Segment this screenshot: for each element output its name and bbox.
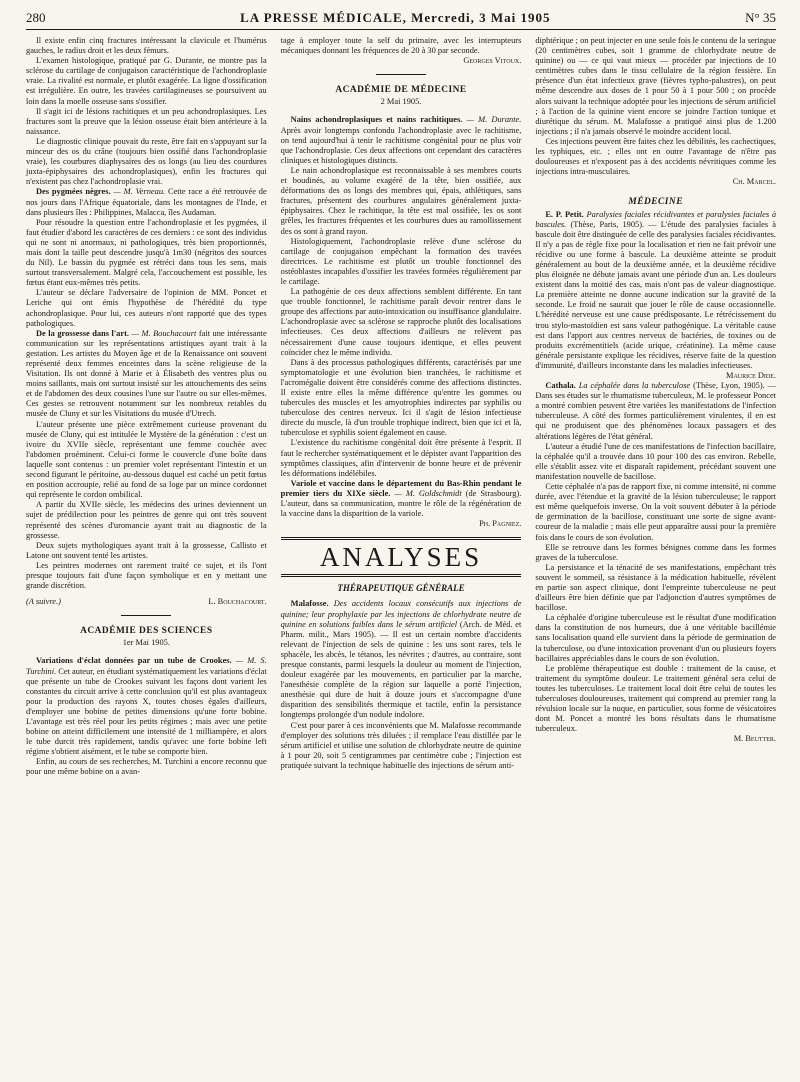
columns <box>26 36 776 778</box>
article-entry <box>26 329 267 420</box>
article-text: (Thèse, Lyon, 1905). — Dans ses études sur le rhumatisme tuberculeux, M. le professeur Poncet a montré combien peuvent être variées les manifestations de l'infection tuberculeuse. A côté des formes particulièrement virulentes, il en est qui ne produisent que des phénomènes locaux passagers et des altérations légères de l'état général. <box>535 381 777 441</box>
paragraph: Le diagnostic clinique pouvait du reste, être fait en s'appuyant sur la minceur des os du crâne (toujours bien ossifié dans l'achondroplasie vraie), les courbures diaphysaires des os longs (au lieu des courdures juxta-épiphysaires des achondroplasiques), enfin les fractures qui n'existent pas chez l'achondroplasie vrai. <box>26 136 267 187</box>
paragraph: Ces injections peuvent être faites chez les débilités, les cachectiques, les typhiques, etc. ; elles ont en outre l'avantage de n'être pas douloureuses et n'exposent pas à des accidents névritiques comme les injections intra-musculaires. <box>535 136 777 177</box>
paragraph: La persistance et la ténacité de ses manifestations, empêchant très souvent le sommeil, sa résistance à la médication habituelle, révèlent en partie son aspect clinique, dont l'empreinte tuberculeuse ne peut d'ailleurs être bien définie que par l'adjonction d'autres symptômes de bacillose. <box>535 562 777 613</box>
article-author: — M. Durante. <box>466 115 522 125</box>
article-author: — M. Verneau. <box>113 187 166 197</box>
article-text: fait une intéressante communication sur les représentations artistiques ayant trait à la gestation. Les artistes du Moyen âge et de la Renaissance ont souvent représenté deux femmes enceintes dans la scène religieuse de la Visitation. Ils ont donné à Marie et à Élisabeth des ventres plus ou moins saillants, mais ont surtout insisté sur les attouchements des seins et de l'abdomen des deux cousines l'une sur l'autre ou sur elles-mêmes. Ces gestes se retrouvent notamment sur les nombreux retables du musée de Cluny et sur les Visitations du musée d'Utrech. <box>26 328 267 419</box>
paragraph: Les peintres modernes ont rarement traité ce sujet, et ils l'ont presque toujours fait d'une façon symbolique et en y mettant une grande discrétion. <box>26 560 267 591</box>
paragraph: A partir du XVIIe siècle, les médecins des urines deviennent un sujet de prédilection pour les peintres de genre qui ont très souvent représenté des scènes d'uromancie ayant trait au diagnostic de la grossesse. <box>26 500 267 540</box>
divider <box>121 615 171 616</box>
subsection-heading: THÉRAPEUTIQUE GÉNÉRALE <box>337 583 465 594</box>
paragraph: Elle se retrouve dans les formes bénignes comme dans les formes graves de la tuberculose. <box>535 542 777 562</box>
article-lead: Des pygmées nègres. <box>36 187 111 197</box>
article-text: (Arch. de Méd. et Pharm. milit., Mars 1905). — Il est un certain nombre d'accidents relevant de l'injection de sels de quinine : les uns sont rares, tels le sphacèle, les abcès, le tétanos, les névrites ; d'autres, au contraire, sont presque constants, parmi lesquels la douleur au moment de l'injection, douleur exagérée par les mouvements, en particulier par la marche, l'anesthésie complète de la région sur laquelle a porté l'injection, anesthésie qui dure de huit à douze jours et s'accompagne d'une disparition des sensibilités thermique et tactile, enfin la persistance longtemps prolongée d'un nodule indolore. <box>280 619 522 720</box>
paragraph: L'examen histologique, pratiqué par G. Durante, ne montre pas la sclérose du cartilage de conjugaison caractéristique de l'achondroplasie vraie. La rivalité est normale, et plutôt exagérée. La ligne d'ossification est irrégulière. En outre, les travées cartilagineuses se poursuivent au loin dans la moelle osseuse sans s'ossifier. <box>26 56 267 106</box>
paragraph: L'auteur présente une pièce extrêmement curieuse provenant du musée de Cluny, qui est intitulée le Mystère de la génération : c'est un ivoire du XVIIe siècle, représentant une femme couchée avec l'abdomen proéminent. Celui-ci forme le couvercle d'une boîte dans laquelle sont contenus : un premier volet représentant l'intestin et un second figurant le péritoine, au-dessous duquel est caché un petit fœtus en position accroupie, relié au fond de sa loge par un mince cordonnet qui représente le cordon ombilical. <box>26 419 267 500</box>
article-author: — M. Goldschmidt <box>394 488 462 498</box>
section-heading: ACADÉMIE DES SCIENCES <box>80 626 213 637</box>
page-header <box>26 10 776 30</box>
article-text: Cette race a été retrouvée de nos jours dans l'Afrique équatoriale, dans les montagnes de l'Inde, et dans plusieurs îles : Philippines, Malacca, îles Audaman. <box>26 187 267 217</box>
paragraph: Le nain achondroplasique est reconnaissable à ses membres courts et boudinés, au volume exagéré de la tête, bien ossifiée, aux déformations des os longs des membres qui, épais, athlétiques, sans fractures, présentent des courbures angulaires généralement juxta-épiphysaires. Chez le rachitique, la tête est mal ossifiée, les os sont grêles, les fractures fréquentes et les courbures dues au ramollissement des os sont à grand rayon. <box>280 165 522 236</box>
article-title: Des accidents locaux consécutifs aux injections de quinine; leur prophylaxie par les injections de chlorhydrate neutre de quinine en solutions faibles dans le sérum artificiel <box>280 599 522 629</box>
paragraph: La céphalée d'origine tuberculeuse est le résultat d'une modification dans la constitution de nos humeurs, due à une véritable bacillémie sans localisation quand elle survient dans la période de germination de la tuberculose, ou d'une intoxication provenant d'un ou plusieurs foyers bacillaires appréciables dans le cours de son évolution. <box>535 613 777 663</box>
paragraph: Cette céphalée n'a pas de rapport fixe, ni comme intensité, ni comme durée, avec l'étendue et la gravité de la lésion tuberculeuse; le rapport est même quelquefois inverse. On la voit souvent débuter à la période de germination de la bacillose, constituant une sorte de signe avant-coureur de la maladie ; mais elle peut apparaître aussi pour la première fois dans le cours de son évolution. <box>535 482 777 542</box>
article-entry <box>281 115 522 165</box>
article-lead: Cathala. <box>545 381 576 391</box>
article-entry <box>26 187 267 217</box>
issue-number: N° 35 <box>745 10 776 25</box>
paragraph: L'auteur se déclare l'adversaire de l'opinion de MM. Poncet et Leriche qui ont émis l'hypothèse de l'hérédité du type achondroplasique. Pour lui, ces auteurs n'ont rapporté que des types pathologiques. <box>26 288 267 328</box>
paragraph: tage à employer toute la self du primaire, avec les interrupteurs mécaniques donnant les fréquences de 20 à 30 par seconde. <box>280 36 522 56</box>
signature: L. Bouchacourt. <box>208 597 267 607</box>
paragraph: Histologiquement, l'achondroplasie relève d'une sclérose du cartilage de conjugaison empêchant la formation des travées directrices. Le rachitisme est plutôt un trouble fonctionnel des ostéoblastes incapables d'ossifier les travées formées régulièrement par le cartilage. <box>280 236 522 286</box>
paragraph: diphtérique ; on peut injecter en une seule fois le contenu de la seringue (20 centimètres cubes, soit 1 gramme de chlorhydrate neutre de quinine) ou — ce qui vaut mieux — procéder par injections de 10 centimètres cubes dans le tissu cellulaire de la région fessière. En présence d'un état infectieux grave (fièvres typho-palustres), on peut même descendre aux doses de 1 pour 50 à 1 pour 500 ; on procède alors suivant la technique adoptée pour les injections de sérum artificiel ; à l'action de la quinine vient encore se joindre l'action tonique et diurétique du sérum. M. Malafosse a pratiqué ainsi plus de 1.200 injections ; il n'a jamais observé le moindre accident local. <box>535 36 777 136</box>
article-entry <box>535 381 776 442</box>
page-number: 280 <box>26 10 46 25</box>
paragraph: Pour résoudre la question entre l'achondroplasie et les pygmées, il faut étudier d'abord les caractères de ces derniers : ce sont des individus qui ne sont ni anormaux, ni pathologiques, très bien proportionnés, mais dont la taille peut descendre jusqu'à 1m30 (négritos des sources du Nil). Le bassin du pygmée est rétréci dans tous les sens, mais surtout transversalement. Malgré cela, l'accouchement est possible, les fœtus étant eux-mêmes très petits. <box>26 217 267 288</box>
article-entry <box>26 656 267 757</box>
article-lead: Malafosse. <box>290 599 329 609</box>
signature-row <box>26 597 267 607</box>
article-entry <box>281 599 522 720</box>
section-date: 2 Mai 1905. <box>380 97 422 107</box>
paragraph: Il s'agit ici de lésions rachitiques et un peu achondroplasiques. Les fractures sont la preuve que la lésion osseuse était bien antérieure à la naissance. <box>26 106 267 136</box>
article-author: — M. S. Turchini. <box>26 656 267 676</box>
article-lead: Variations d'éclat données par un tube de Crookes. <box>36 656 232 666</box>
paragraph: Deux sujets mythologiques ayant trait à la grossesse, Callisto et Latone ont souvent tenté les artistes. <box>26 540 267 560</box>
paragraph: C'est pour parer à ces inconvénients que M. Malafosse recommande d'employer des solutions très diluées ; il remplace l'eau distillée par le sérum artificiel et utilise une solution de chlorhydrate neutre de quinine à 1 pour 20, soit 5 centigrammes par centimètre cube ; l'injection est pratiquée suivant la technique habituelle des injections de sérum anti- <box>280 720 522 770</box>
article-lead: Variole et vaccine dans le département du Bas-Rhin pendant le premier tiers du XIXe siècle. <box>280 478 522 498</box>
paragraph: L'auteur a étudié l'une de ces manifestations de l'infection bacillaire, la céphalée qu'il a trouvée dans 10 pour 100 des cas environ. Rebelle, elle s'établit assez vite et disparaît rapidement, précédant souvent une manifestation nouvelle de bacillose. <box>535 441 777 481</box>
paragraph: Le problème thérapeutique est double : traitement de la cause, et traitement du symptôme douleur. Le traitement général sera celui de toutes les tuberculoses. Le traitement local doit être celui de toutes les tuberculoses douloureuses, traitement qui comprend au premier rang la révulsion locale sur la nuque, en particulier, sous forme de vésicatoires dont M. Poncet a montré les bons résultats dans le rhumatisme tuberculeux. <box>535 663 777 734</box>
article-text: (de Strasbourg). L'auteur, dans sa communication, montre le rôle de la régénération de la vaccine dans la disparition de la variole. <box>280 488 522 519</box>
article-title: La céphalée dans la tuberculose <box>578 381 691 391</box>
column-2 <box>281 36 522 778</box>
signature: Ph. Pagniez. <box>479 519 522 529</box>
article-text: Cet auteur, en étudiant systématiquement les variations d'éclat que présente un tube de Crookes suivant les façons dont varient les constantes du circuit arrive à cette conclusion qu'il est plus avantageux pour la production des rayons X, toutes choses égales d'ailleurs, d'employer une bobine de petites dimensions qu'une forte bobine. L'avantage est très réel pour les petits régimes ; mais avec une petite bobine on atteint difficilement une intensité de 1 milliampère, et alors le tube durcit très rapidement, tandis qu'avec une forte bobine left régime s'obtient aisément, et le tube se comporte bien. <box>26 666 267 757</box>
divider <box>376 74 426 75</box>
paragraph: Il existe enfin cinq fractures intéressant la clavicule et l'humérus gauches, le radius droit et les deux fémurs. <box>26 36 267 56</box>
paragraph: La pathogénie de ces deux affections semblent différente. En tant que trouble fonctionnel, le rachitisme paraît devoir rentrer dans le groupe des affections par auto-intoxication ou insuffisance glandulaire. L'achondroplasie avec sa sclérose se rapproche plutôt des localisations infectieuses. Ces deux affections d'ailleurs ne relèvent pas nécessairement d'une cause toujours identique, et elles peuvent coïncider chez le même individu. <box>280 287 522 357</box>
paragraph: L'existence du rachitisme congénital doit être présente à l'esprit. Il faut le rechercher systématiquement et le dépister avant l'apparition des symptômes classiques, afin d'intervenir de bonne heure et de prévenir les déformations indélébiles. <box>280 438 522 478</box>
article-entry <box>281 479 522 519</box>
section-heading: MÉDECINE <box>628 197 683 208</box>
paragraph: Enfin, au cours de ses recherches, M. Turchini a encore reconnu que pour une même bobine on a avan- <box>26 757 267 777</box>
section-heading: ACADÉMIE DE MÉDECINE <box>335 85 467 96</box>
continued-note: (A suivre.) <box>26 597 61 607</box>
article-lead: De la grossesse dans l'art. <box>36 328 129 338</box>
article-title: Paralysies faciales récidivantes et paralysies faciales à bascules. <box>535 209 777 229</box>
column-1 <box>26 36 267 778</box>
article-lead: Nains achondroplasiques et nains rachitiques. <box>290 115 463 125</box>
signature: M. Beutter. <box>733 734 777 744</box>
analyses-banner: ANALYSES <box>281 537 522 577</box>
article-lead: E. P. Petit. <box>545 209 584 219</box>
signature: Ch. Marcel. <box>732 177 777 187</box>
article-author: — M. Bouchacourt <box>131 328 197 338</box>
signature: Maurice Dide. <box>726 371 777 380</box>
paragraph: Dans à des processus pathologiques différents, caractérisés par une symptomatologie et une évolution bien tranchées, le rachitisme et l'acromégalie doivent être considérés comme des affections distinctes. Il existe entre elles la même différence qu'entre les gommes ou tubercules des muscles et les amyotrophies indirectes par syphilis ou tuberculose des centres nerveux. Ici il s'agit de lésion infectieuse directe du muscle, là d'un trouble trophique indirect, bien que ici et là, tuberculose et syphilis soient également en cause. <box>280 357 522 438</box>
article-text: (Thèse, Paris, 1905). — L'étude des paralysies faciales à bascule doit être distinguée de celle des paralysies faciales récidivantes. Il n'y a pas de règle fixe pour la localisation et rien ne fait prévoir une récidive ou une forme à bascule. La deuxième atteinte se produit généralement au bout de la deuxième année, et la deuxième récidive plus éloignée ne débute jamais avant une période d'un an. Les douleurs existent dans la moitié des cas, mais n'ont pas de valeur diagnostique. La première atteinte ne donne aucune indication sur la gravité de la seconde. Le froid ne saurait que jouer le rôle de cause occasionnelle. L'hérédité nerveuse est une cause prédisposante. Le rétrécissement du trou stylo-mastoïdien est sans valeur pathogénique. La véritable cause est dans l'apport aux centres nerveux de bactéries, de toxines ou de produits excrémentitiels (acide urique, créatinine). La même cause générale persistante explique les récidives, réserve faite de la question d'immunité, d'ailleurs inconstante dans les maladies infectieuses. <box>535 219 777 370</box>
signature: Georges Vitoux. <box>463 56 522 66</box>
journal-title: LA PRESSE MÉDICALE, Mercredi, 3 Mai 1905 <box>240 10 551 25</box>
column-3 <box>535 36 776 778</box>
article-text: Après avoir longtemps confondu l'achondroplasie avec le rachitisme, on tend aujourd'hui à tenir le rachitisme congénital pour ne plus voir que l'achondroplasie. Ces deux affections ont cependant des caractères cliniques et histologiques distincts. <box>280 125 522 165</box>
article-entry <box>535 210 776 372</box>
section-date: 1er Mai 1905. <box>122 638 170 648</box>
